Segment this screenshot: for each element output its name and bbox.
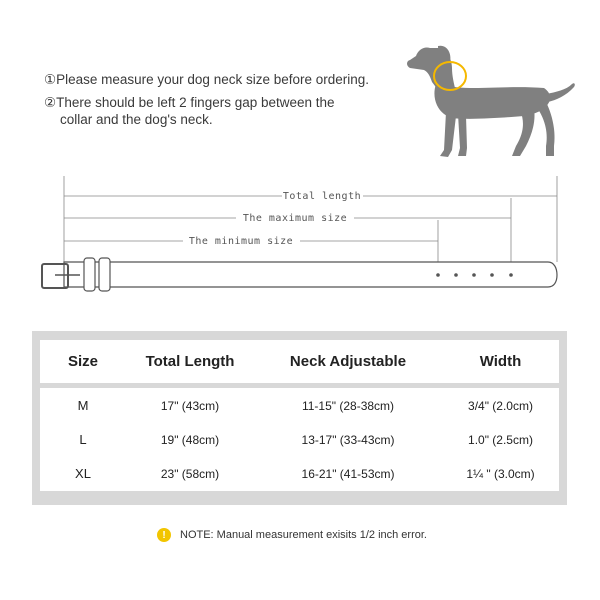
size-table [32, 331, 567, 505]
collar-diagram [0, 165, 600, 300]
size-cell: XL [75, 466, 91, 481]
table-row [40, 422, 559, 457]
minimum-size-label: The minimum size [188, 236, 294, 247]
width-cell: 1¼ " (3.0cm) [466, 466, 535, 481]
instruction-1: ①Please measure your dog neck size before ordering. [44, 72, 370, 87]
header-size: Size [67, 353, 98, 370]
size-cell: M [77, 398, 89, 413]
header-neck-adjustable: Neck Adjustable [289, 353, 407, 370]
instruction-2-continued: collar and the dog's neck. [60, 112, 213, 127]
note [157, 528, 427, 542]
total-length-label: Total length [282, 191, 362, 202]
warning-icon: ! [157, 528, 171, 542]
maximum-size-label: The maximum size [242, 213, 348, 224]
size-cell: L [79, 432, 87, 447]
note-text: NOTE: Manual measurement exisits 1/2 inch error. [180, 529, 427, 541]
neck-adjustable-cell: 16-21" (41-53cm) [301, 466, 395, 481]
table-row [40, 388, 559, 423]
width-cell: 1.0" (2.5cm) [468, 432, 533, 447]
width-cell: 3/4" (2.0cm) [468, 398, 533, 413]
total-length-cell: 17" (43cm) [160, 398, 220, 413]
header-width: Width [479, 353, 522, 370]
total-length-cell: 23" (58cm) [160, 466, 220, 481]
header-total-length: Total Length [145, 353, 235, 370]
instruction-2: ②There should be left 2 fingers gap between the [44, 95, 335, 110]
neck-adjustable-cell: 13-17" (33-43cm) [301, 432, 395, 447]
table-header-row [40, 340, 559, 383]
table-row [40, 456, 559, 491]
total-length-cell: 19" (48cm) [160, 432, 220, 447]
neck-adjustable-cell: 11-15" (28-38cm) [301, 398, 395, 413]
dog-silhouette-icon [400, 38, 580, 168]
